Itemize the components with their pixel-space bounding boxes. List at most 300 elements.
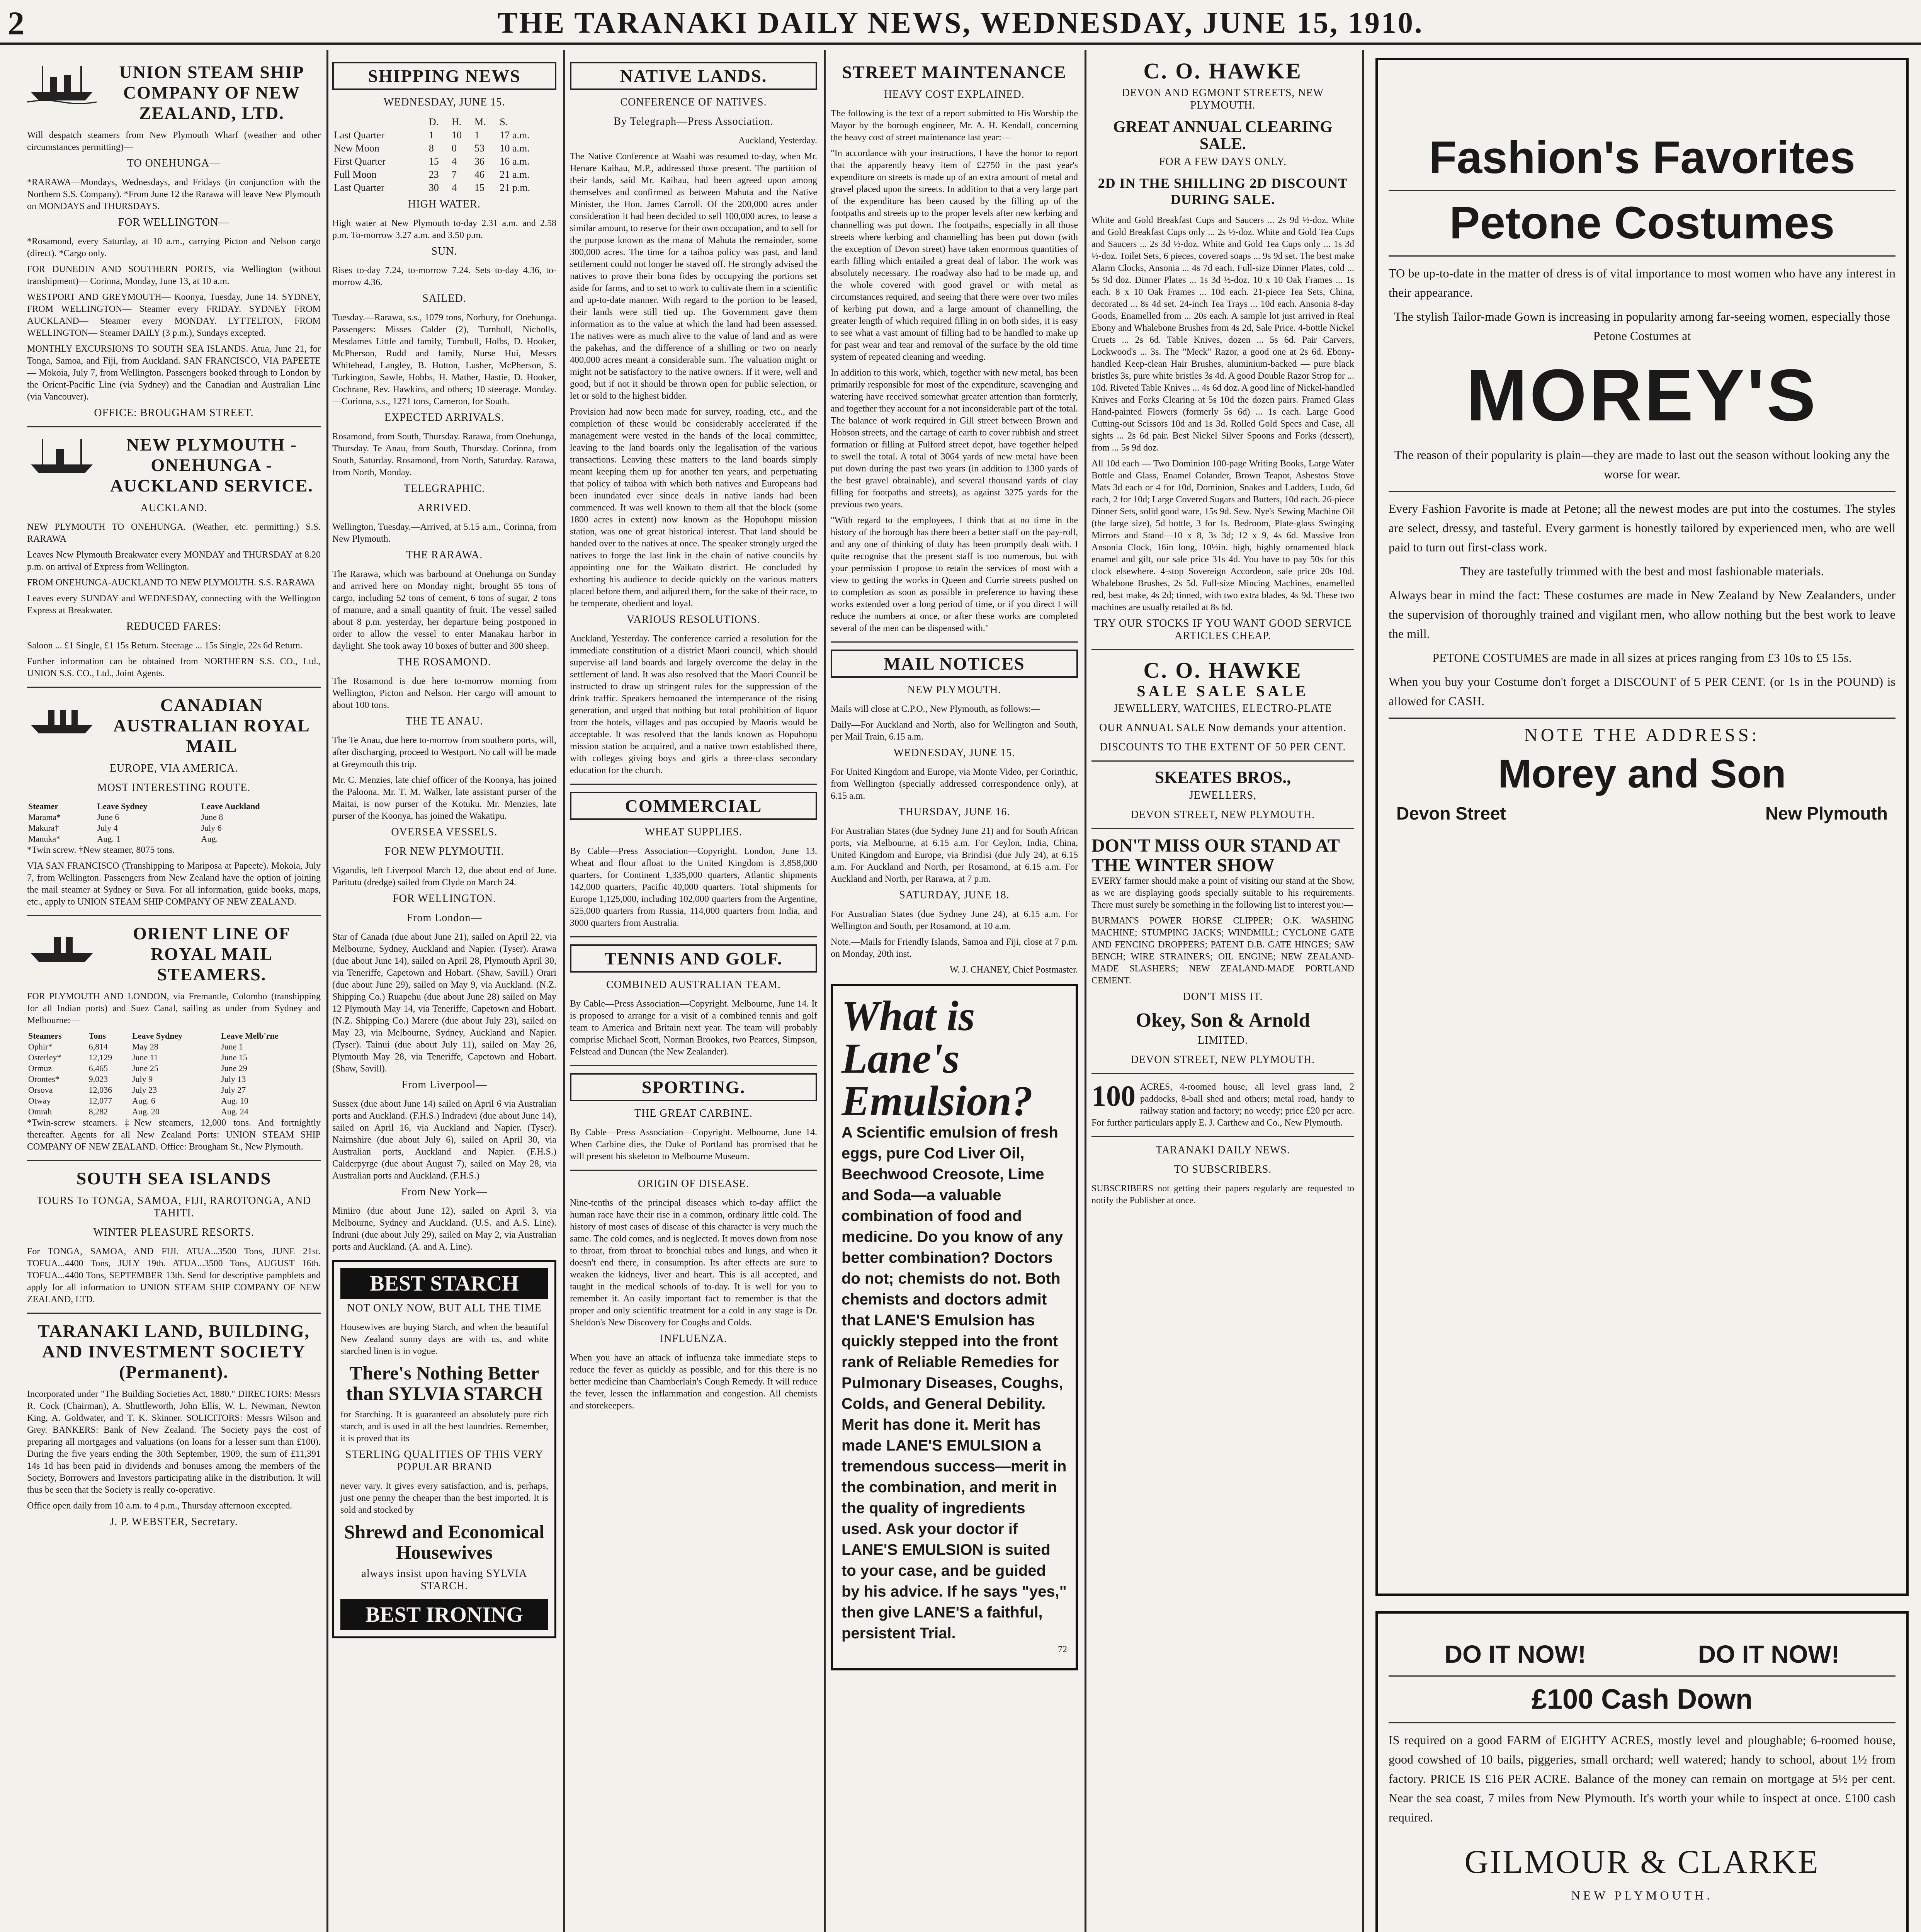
moon-cell: 15 [474,182,484,193]
influenza-text: When you have an attack of influenza take immediate steps to reduce the fever as quickly as possible, and for this there is no better medicine than Chamberlain's Cough Remedy. It will reduce the fever, lessen the inflammation and congestion. All chemists and storekeepers. [570,1353,817,1411]
taranaki-land-text: Incorporated under "The Building Societies Act, 1880." DIRECTORS: Messrs R. Cock (Chairman), A. Shuttleworth, John Ellis, W. L. Newman, Newton King, A. Goldwater, and T. K. Skinner. SOLICITORS: Messrs Wilson and Grey. BANKERS: Bank of New Zealand. The Society pays the cost of preparing all mortgages and valuations (on loans for a lesser sum than £100). During the five years ending the 30th September, 1909, the sum of £11,391 14s 1d has been paid in dividends and bonuses among the members of the Society, Borrowers and Investors participating alike in the distribution. It will thus be seen that the Society is really co-operative. [27,1389,321,1495]
page-number: 2 [8,5,24,42]
native-sub: CONFERENCE OF NATIVES. [620,96,767,108]
union-steamship-ad [27,62,321,419]
steamship-icon [27,923,97,966]
starch-line6: always insist upon having SYLVIA STARCH. [361,1568,527,1592]
hawke-discount: 2D IN THE SHILLING 2D DISCOUNT DURING SALE. [1098,175,1348,207]
hawke-address: DEVON AND EGMONT STREETS, NEW PLYMOUTH. [1122,87,1324,111]
skeates-address: DEVON STREET, NEW PLYMOUTH. [1130,809,1315,821]
orient-line-ad [27,923,321,1153]
starch-ad [332,1260,556,1638]
hawke2-discounts: DISCOUNTS TO THE EXTENT OF 50 PER CENT. [1100,741,1346,753]
fashion-p4: Every Fashion Favorite is made at Petone; all the newest modes are put into the costumes. The styles are select, dressy, and tasteful. Every garment is honestly tailored by experienced men, who are well paid to turn out first-class work. [1389,501,1896,554]
for-np-text: Vigandis, left Liverpool March 12, due about end of June. Paritutu (dredge) sailed from Clyde on March 24. [332,866,556,888]
canadian-cell: Aug. [201,834,218,844]
morey-son: Morey and Son [1498,751,1786,796]
orient-row [27,1106,321,1117]
moon-cell: 7 [451,169,457,180]
street-heading: STREET MAINTENANCE [842,62,1067,82]
native-byline: By Telegraph—Press Association. [614,116,774,128]
canadian-column-header: Steamer [28,801,59,811]
divider [570,1170,817,1171]
moon-row [332,155,556,168]
oversea-head: OVERSEA VESSELS. [391,826,498,838]
telegraphic-head: TELEGRAPHIC. [403,483,485,495]
street-sub: HEAVY COST EXPLAINED. [884,88,1025,100]
column-rule [326,50,328,1932]
orient-cell: 12,077 [88,1096,112,1105]
rarawa: The Rarawa, which was barbound at Onehunga on Sunday and arrived here on Monday night, brought 55 tons of cargo, including 52 tons of cement, 6 tons of sugar, 2 tons of manure, and a small quantity of fruit. The vessel sailed about 8 p.m. yesterday, her departure being postponed in order to allow the vessel to enter Manakau harbor in daylight. She took away 10 boxes of butter and 300 sheep. [332,569,556,651]
canadian-cell: June 8 [201,812,223,822]
orient-cell: 6,465 [88,1063,108,1073]
steamship-icon [27,434,97,477]
service-line3: FROM ONEHUNGA-AUCKLAND TO NEW PLYMOUTH. S.S. RARAWA [27,578,315,588]
moon-cell: 1 [428,129,434,141]
orient-cell: Orsova [28,1085,53,1095]
south-sea-heading: SOUTH SEA ISLANDS [76,1168,272,1188]
moon-column-header: S. [500,116,508,128]
morey-address [1389,803,1896,824]
monthly-text: MONTHLY EXCURSIONS TO SOUTH SEA ISLANDS. Atua, June 21, for Tonga, Samoa, and Fiji, from Auckland. SAN FRANCISCO, VIA PAPEETE— Mokoia, July 7, from Wellington. Passengers booked through to London by the Orient-Pacific Line (via Sydney) and the Canadian and Australian Line (via Vancouver). [27,344,321,402]
starch-line1: NOT ONLY NOW, BUT ALL THE TIME [347,1302,542,1314]
canadian-cell: Aug. 1 [97,834,121,844]
mail-sign: W. J. CHANEY, Chief Postmaster. [949,965,1078,975]
steamship-icon [27,695,97,737]
starch-line4: STERLING QUALITIES OF THIS VERY POPULAR BRAND [345,1449,544,1473]
hawke2-annual: OUR ANNUAL SALE Now demands your attention. [1099,722,1346,734]
for-wellington: FOR WELLINGTON. [393,893,496,905]
subscribers-sub: TO SUBSCRIBERS. [1174,1163,1272,1175]
column-native-lands [570,58,817,1932]
hawke-items: White and Gold Breakfast Cups and Saucers ... 2s 9d ½-doz. White and Gold Breakfast Cups only ... 2s ½-doz. White and Gold Tea Cups and Saucers ... 2s 3d ½-doz. White and Gold Tea Cups only ... 1s 3d ½-doz. Toilet Sets, 6 pieces, covered soaps ... 9s 9d set. The best make Alarm Clocks, Ansonia ... 4s 7d each. Full-size Dinner Plates, cold ... 5s 9d doz. Dinner Plates ... 1s 3d ½-doz. 10 x 10 Oak Frames ... 1s each. 8 x 10 Oak Frames ... 10d each. 21-piece Tea Sets, China, decorated ... 8s 4d set. 24-inch Tea Trays ... 10d each. Ansonia 8-day Goods, Enamelled from ... 20s each. A sample lot just arrived in Real Ebony and Whalebone Brushes from 4s 2d, Sale Price. 4-bottle Nickel Cruets ... 2s 6d. Table Knives, dozen ... 5s 6d. Pair Carvers, Lockwood's ... 3s. The "Meck" Razor, a good one at 2s 6d. Ebony-handled Keep-clean Hair Brushes, aluminium-backed — pure black bristles 3s, pure white bristles 3s 4d. A good Double Razor Strop for ... 10d. Riveted Table Knives ... 4s 6d doz. A good line of Nickel-handled Knives and Forks Clearing at 5s 10d the dozen pairs. Framed Glass Hand-painted Flowers (formerly 5s 6d) ... 1s each. Large Good Cutting-out Scissors 10d and 1s 3d. Rolled Gold Specs and Case, all sights ... 2s 6d pair. Best Nickel Silver Spoons and Forks (dessert), from ... 5s 9d doz. [1091,215,1354,453]
disease-text: Nine-tenths of the principal diseases which to-day afflict the human race have their rise in a common, ordinary little cold. The history of most cases of disease of this character is very much the same. The cold comes, and is neglected. It moves down from nose to throat, from throat to bronchial tubes and lungs, and when it doesn't end there, in consumption. Its after effects are sure to weaken the kidneys, liver and heart. This is all accepted, and taught in the medical schools of to-day. It is well for you to remember it. An easily important fact to remember is that the proper and only scientific treatment for a cold in any stage is Dr. Sheldon's New Discovery for Coughs and Colds. [570,1198,817,1328]
mail-p4: For Australian States (due Sydney June 24), at 6.15 a.m. For Wellington and South, per Rosamond, at 10 a.m. [831,909,1078,931]
street-p1: The following is the text of a report submitted to His Worship the Mayor by the borough engineer, Mr. A. H. Kendall, concerning the heavy cost of street maintenance last year:— [831,109,1078,143]
canadian-mail-ad [27,695,321,908]
orient-note: *Twin-screw steamers. ‡New steamers, 12,000 tons. And fortnightly thereafter. Agents for all New Zealand Ports: UNION STEAM SHIP COMPANY OF NEW ZEALAND. Office: Brougham St., New Plymouth. [27,1118,321,1152]
canadian-cell: Makura† [28,823,59,833]
orient-cell: Aug. 10 [221,1096,248,1105]
orient-cell: July 27 [221,1085,246,1095]
orient-column-header: Leave Sydney [132,1031,183,1041]
moon-row [332,181,556,194]
divider [831,641,1078,643]
canadian-header-row [27,801,321,812]
moon-cell: 17 a.m. [500,129,530,141]
mail-d3: SATURDAY, JUNE 18. [899,889,1010,901]
moon-cell: 1 [474,129,479,141]
canadian-column-header: Leave Auckland [201,801,260,811]
canadian-row [27,812,321,823]
mail-intro: Mails will close at C.P.O., New Plymouth, as follows:— [831,704,1040,714]
from-liverpool: From Liverpool— [401,1079,487,1091]
moon-cell: 53 [474,143,484,154]
native-dateline: Auckland, Yesterday. [738,136,817,146]
masthead [0,0,1921,45]
orient-heading: ORIENT LINE OF ROYAL MAIL STEAMERS. [133,923,291,984]
orient-cell: 9,023 [88,1074,108,1084]
canadian-row [27,833,321,844]
hundred-acres-ad [1091,1081,1354,1129]
service-line1: NEW PLYMOUTH TO ONEHUNGA. (Weather, etc. permitting.) S.S. RARAWA [27,522,321,544]
moon-cell: 4 [451,182,457,193]
moon-header-row [332,116,556,129]
divider [1091,649,1354,650]
wellington-text: *Rosamond, every Saturday, at 10 a.m., carrying Picton and Nelson cargo (direct). *Cargo only. [27,236,321,259]
orient-cell: June 29 [221,1063,247,1073]
fashion-title: Fashion's Favorites [1429,132,1855,183]
canadian-column-header: Leave Sydney [97,801,148,811]
teanau-head: THE TE ANAU. [405,715,483,727]
canadian-row [27,823,321,833]
show-text: EVERY farmer should make a point of visiting our stand at the Show, as we are displaying goods specially suitable to his requirements. There must surely be something in the following list to interest you:— [1091,876,1354,910]
moon-cell: 36 [474,156,484,167]
liverpool-text: Sussex (due about June 14) sailed on April 6 via Australian ports and Auckland. (F.H.S.) Indradevi (due about June 14), sailed on April 16, via Auckland and Napier. (Tyser). Nairnshire (due about July 6), sailed on April 30, via Australian ports, Auckland and Napier. (F.H.S.) Calderpyrge (due about August 7), sailed on May 28, via Australian ports and Auckland. (F.H.S.) [332,1099,556,1181]
moon-cell: 23 [428,169,439,180]
orient-cell: July 9 [132,1074,153,1084]
moon-cell: 30 [428,182,439,193]
orient-cell: June 1 [221,1042,243,1051]
orient-row [27,1063,321,1074]
canadian-note: *Twin screw. †New steamer, 8075 tons. [27,845,175,855]
moon-cell: 15 [428,156,439,167]
westport-text: WESTPORT AND GREYMOUTH— Koonya, Tuesday, June 14. SYDNEY, FROM WELLINGTON— Steamer every FRIDAY. SYDNEY FROM AUCKLAND— Steamer every MONDAY. LYTTELTON, FROM WELLINGTON— Steamer DAILY (3 p.m.), Sundays excepted. [27,292,321,338]
divider [1091,828,1354,829]
orient-header-row [27,1031,321,1041]
mail-p2: For United Kingdom and Europe, via Monte Video, per Corinthic, from Wellington (specially addressed correspondence only), at 6.15 a.m. [831,767,1078,801]
native-p2: Provision had now been made for survey, roading, etc., and the completion of these would be considerably accelerated if the management were vested in the hands of the local committee, leaving to the land boards only the legalisation of the various transactions. Leaving these matters to the land boards simply meant keeping them up for another ten years, and perpetuating that policy of taihoa with which both natives and Europeans had been inundated ever since deals in native lands had been commenced. It was well known to them all that the block (some 1800 acres in extent) now known as the Hopuhopu mission station, was one of great historical interest. That land should be handed over to the natives at once. The speaker strongly urged the natives to forge the last link in the chain of native councils by appointing one for the Waikato district. He concluded by exhorting his audience to decide quickly on the various matters placed before them, and adjured them, for the sake of their race, to be temperate, obedient and loyal. [570,407,817,609]
hawke-more: All 10d each — Two Dominion 100-page Writing Books, Large Water Bottle and Glass, Enamel Colander, Brown Teapot, Asbestos Stove Mats 3d each or 4 for 10d, Dominion, Snakes and Ladders, Ludo, 6d each, 2 for 10d; Large Covered Sugars and Butters, 10d each. 26-piece Dinner Sets, solid good ware, 15s 9d. Sew. Nye's Sewing Machine Oil (the large size), 5d bottle, 3 for 1s. Bedroom, Plate-glass Swinging Mirrors and Stand—10 x 8, 3s 3d; 12 x 9, 4s 6d. Massive Iron Ansonia Clock, 16in long, 10½in. high, highly ornamented black enamel and gilt, our sale price 31s 4d. You have to pay 50s for this clock elsewhere. 4-stop Sovereign Accordeon, sale price 20s 10d. Whalebone Brushes, 2s 5d. Full-size Mincing Machines, enamelled red, best make, 4s 2d; tinned, with two extra blades, 4s 9d. These two machines are usually retailed at 8s 6d. [1091,459,1354,613]
do-it-now-ad [1375,1611,1909,1932]
starch-slogan1: There's Nothing Better than SYLVIA STARCH [346,1362,543,1404]
south-sea-ad [27,1168,321,1306]
moon-cell: Last Quarter [334,182,384,193]
moon-cell: First Quarter [334,156,386,167]
skeates-trade: JEWELLERS, [1189,789,1257,802]
orient-intro: FOR PLYMOUTH AND LONDON, via Fremantle, Colombo (transhipping for all Indian ports) and Suez Canal, sailing as under from Sydney and Melbourne:— [27,992,321,1026]
commercial-text: By Cable—Press Association—Copyright. London, June 13. Wheat and flour afloat to the United Kingdom is 3,858,000 quarters, for Continent 1,335,000 quarters, Atlantic shipments 142,000 quarters, Pacific 40,000 quarters. Total shipments for Europe 1,125,000, including 102,000 quarters from the Argentine, 525,000 quarters from Russia, 114,000 quarters from India, and 3000 quarters from Australia. [570,846,817,928]
rosamond-head: THE ROSAMOND. [398,656,491,668]
orient-cell: Ormuz [28,1063,52,1073]
moon-cell: New Moon [334,143,379,154]
sporting-sub: THE GREAT CARBINE. [634,1107,753,1119]
orient-cell: 12,036 [88,1085,112,1095]
fashion-p3: The reason of their popularity is plain—they are made to last out the season without looking any the worse for wear. [1394,447,1890,481]
hawke2-name: C. O. HAWKE [1143,658,1302,683]
fashion-p2: The stylish Tailor-made Gown is increasing in popularity among far-seeing women, especially those Petone Costumes at [1394,309,1890,343]
canadian-cell: Marama* [28,812,61,822]
influenza-head: INFLUENZA. [660,1333,728,1345]
sailed: Tuesday.—Rarawa, s.s., 1079 tons, Norbury, for Onehunga. Passengers: Misses Calder (2), Turnbull, Nicholls, Mesdames Little and family, Turnbull, Holbs, D. Hooker, McPherson, Rudd and family, Nurse Hui, Messrs Whitehead, Langley, B. Hutton, Lusher, McPherson, S. Turkington, Sawle, Hobbs, H. Mather, Hastie, D. Hooker, Cochrane, Rev. Hawkins, and others; 10 steerage. Monday.—Corinna, s.s., 1271 tons, Cameron, for South. [332,313,556,406]
starch-line2: Housewives are buying Starch, and when the beautiful New Zealand sunny days are with us, and white starched linen is in vogue. [340,1322,548,1356]
orient-cell: 6,814 [88,1042,108,1051]
rarawa-head: THE RARAWA. [406,549,483,561]
moon-cell: 0 [451,143,457,154]
mail-p1: Daily—For Auckland and North, also for Wellington and South, per Mail Train, 6.15 a.m. [831,720,1078,742]
taranaki-land-office: Office open daily from 10 a.m. to 4 p.m., Thursday afternoon excepted. [27,1501,292,1511]
cash-down: £100 Cash Down [1531,1684,1753,1715]
petone-title: Petone Costumes [1449,197,1835,248]
morey-street: Devon Street [1396,803,1506,823]
sporting-heading: SPORTING. [570,1073,817,1101]
moon-row [332,129,556,142]
hawke2-sale: SALE SALE SALE [1137,682,1309,700]
union-intro: Will despatch steamers from New Plymouth Wharf (weather and other circumstances permitting)— [27,130,321,152]
moon-cell: Full Moon [334,169,377,180]
mail-p3: For Australian States (due Sydney June 21) and for South African ports, via Melbourne, at 6.15 a.m. For Ceylon, India, China, United Kingdom and Europe, via Brindisi (due July 24), at 6.15 a.m. For Auckland and North, per Rosamond, at 6.15 a.m. For Auckland and North, per Rarawa, at 7 p.m. [831,826,1078,884]
orient-cell: July 13 [221,1074,246,1084]
commercial-heading: COMMERCIAL [570,792,817,820]
tennis-sub: COMBINED AUSTRALIAN TEAM. [606,979,781,991]
mail-heading: MAIL NOTICES [831,650,1078,678]
fashion-p1: TO be up-to-date in the matter of dress is of vital importance to most women who have any interest in their appearance. [1389,266,1896,299]
gilmour-clarke: GILMOUR & CLARKE [1464,1843,1820,1880]
divider [1389,255,1896,257]
orient-cell: 12,129 [88,1053,112,1062]
for-np: FOR NEW PLYMOUTH. [384,845,504,857]
do-it-now-row [1389,1640,1896,1668]
divider [570,936,817,937]
arrived-head: ARRIVED. [417,502,471,514]
canadian-schedule-table [27,801,321,844]
union-heading: UNION STEAM SHIP COMPANY OF NEW ZEALAND, LTD. [119,62,304,123]
fashion-ad [1375,58,1909,1596]
orient-cell: Ophir* [28,1042,53,1051]
teanau: The Te Anau, due here to-morrow from southern ports, will, after discharging, proceed to Westport. No call will be made at Greymouth this trip. [332,735,556,769]
hundred-num: 100 [1091,1080,1136,1112]
lane-number: 72 [1058,1645,1067,1655]
onehunga-service-heading: NEW PLYMOUTH - ONEHUNGA - AUCKLAND SERVICE. [110,435,313,495]
hawke-name: C. O. HAWKE [1143,58,1302,83]
column-street-maintenance [831,58,1078,1932]
moon-cell: 10 a.m. [500,143,530,154]
orient-cell: Orontes* [28,1074,60,1084]
from-london: From London— [406,912,482,924]
moon-cell: 21 a.m. [500,169,530,180]
divider [1389,718,1896,719]
orient-cell: Aug. 24 [221,1107,248,1116]
moon-cell: 10 [451,129,462,141]
orient-row [27,1052,321,1063]
column-rule [824,50,826,1932]
moon-phase-table [332,116,556,194]
divider [570,784,817,785]
hawke-sale: GREAT ANNUAL CLEARING SALE. [1113,118,1333,153]
orient-cell: Otway [28,1096,51,1105]
sun-head: SUN. [431,245,457,257]
taranaki-land-ad [27,1321,321,1528]
sporting-text: By Cable—Press Association—Copyright. Melbourne, June 14. When Carbine dies, the Duke of Portland has promised that he will present his skeleton to Melbourne Museum. [570,1128,817,1162]
starch-line3: for Starching. It is guaranteed an absolutely pure rich starch, and is used in all the best laundries. Remember, it is proved that its [340,1410,548,1444]
canadian-cell: July 6 [201,823,222,833]
orient-cell: Osterley* [28,1053,61,1062]
rosamond: The Rosamond is due here to-morrow morning from Wellington, Picton and Nelson. Her cargo will amount to about 100 tons. [332,676,556,710]
show-addr: DEVON STREET, NEW PLYMOUTH. [1130,1053,1315,1066]
moon-column-header: M. [474,116,486,128]
orient-row [27,1085,321,1095]
divider [1389,1722,1896,1723]
mail-sub: NEW PLYMOUTH. [907,684,1001,696]
divider [27,915,321,916]
divider [1091,1073,1354,1074]
tennis-text: By Cable—Press Association—Copyright. Melbourne, June 14. It is proposed to arrange for a visit of a combined tennis and golf team to America and Britain next year. The team will probably comprise Michael Scott, Norman Brookes, two Pearces, Simpson, Felstead and Duncan (the New Zealander). [570,999,817,1057]
show-heading: DON'T MISS OUR STAND AT THE WINTER SHOW [1091,835,1340,876]
canadian-heading: CANADIAN AUSTRALIAN ROYAL MAIL [113,695,310,756]
orient-cell: May 28 [132,1042,158,1051]
orient-cell: July 23 [132,1085,157,1095]
orient-row [27,1074,321,1085]
high-water-head: HIGH WATER. [408,198,481,210]
tennis-heading: TENNIS AND GOLF. [570,944,817,973]
high-water: High water at New Plymouth to-day 2.31 a.m. and 2.58 p.m. To-morrow 3.27 a.m. and 3.50 p.m. [332,218,556,240]
moon-column-header [332,116,427,129]
native-p1: The Native Conference at Waahi was resumed to-day, when Mr. Henare Kaihau, M.P., addressed those present. The partition of their lands, said Mr. Kaihau, had been agreed upon among themselves and confirmed as between Mahuta and the Native Minister, the Hon. James Carroll. Of the 200,000 acres under consideration it had been decided to sell 100,000 acres, to lease a similar amount, to reserve for their own occupation, and to sell for the purpose known as the mana of Mahuta the remainder, some 300,000 acres. The time for a taihoa policy was past, and land settlement could not longer be staved off. He strongly advised the natives to prove their bona fides by occupying the portions set aside for farms, and to set to work to cultivate them in a scientific and up-to-date manner. With regard to the portion to be leased, their lands were still tied up. The Government gave them information as to the value at which the land had been assessed. The natives were as much alive to the value of land and as were the pakehas, and the difference of a shilling or two on nearly 400,000 acres meant a considerable sum. The valuation might or might not be satisfactory to the native owners. If it were, well and good, but if not it should be thrown open for public selection, or let or sold to the highest bidder. [570,151,817,401]
do-it-text: IS required on a good FARM of EIGHTY ACRES, mostly level and ploughable; 6-roomed house, good cowshed of 10 bails, piggeries, small orchard; well watered; handy to school, about 1½ from factory. PRICE IS £16 PER ACRE. Balance of the money can remain on mortgage at 5½ per cent. Near the sea coast, 7 miles from New Plymouth. It's worth your while to inspect at once. £100 cash required. [1389,1733,1896,1824]
south-sea-winter: WINTER PLEASURE RESORTS. [93,1226,255,1238]
street-p2: "In accordance with your instructions, I have the honor to report that the apparently heavy item of £2750 in the past year's expenditure on streets is made up of an extra amount of metal and gravel placed upon the streets. In addition to that a very large part of the expenditure has been caused by the filling up of the footpaths and streets up to the proper levels after new kerbing and channelling was put down. The footpaths, especially in all those streets where kerbing and channelling has been put down (with the exception of Devon street) have taken enormous quantities of earth filling which entailed a great deal of labor. The work was absolutely necessary. The roadway also had to be made up, and the whole covered with good gravel or with metal as circumstances required, and seeing that there were over two miles of kerbing put down, and a large amount of channelling, the greater length of which required filling in on both sides, it is easy to see what a vast amount of filling had to be handled to make up for past wear and tear and removal of the surface by the old time system of repeated cleaning and weeding. [831,148,1078,362]
orient-cell: Aug. 20 [132,1107,160,1116]
taranaki-land-heading: TARANAKI LAND, BUILDING, AND INVESTMENT SOCIETY (Permanent). [38,1321,310,1382]
orient-row [27,1095,321,1106]
steamship-icon [27,62,97,104]
show-items: BURMAN'S POWER HORSE CLIPPER; O.K. WASHING MACHINE; STUMPING JACKS; WINDMILL; CYCLONE GATE AND FENCING DROPPERS; PATENT D.B. GATE HINGES; SAW BENCH; WIRE STRAINERS; OIL ENGINE; NEW ZEALAND-MADE SLASHERS; NEW ZEALAND-MADE PORTLAND CEMENT. [1091,916,1354,986]
expected-head: EXPECTED ARRIVALS. [384,412,504,423]
onehunga-head: TO ONEHUNGA— [127,157,221,169]
orient-cell: June 15 [221,1053,247,1062]
hawke-try: TRY OUR STOCKS IF YOU WANT GOOD SERVICE ARTICLES CHEAP. [1094,617,1352,642]
sun-times: Rises to-day 7.24, to-morrow 7.24. Sets to-day 4.36, to-morrow 4.36. [332,265,556,287]
starch-slogan2: Shrewd and Economical Housewives [344,1521,545,1563]
morey-town: New Plymouth [1765,803,1888,823]
native-heading: NATIVE LANDS. [570,62,817,90]
resolutions-head: VARIOUS RESOLUTIONS. [626,614,761,626]
skeates-name: SKEATES BROS., [1154,768,1291,787]
orient-cell: 8,282 [88,1107,108,1116]
south-sea-text: For TONGA, SAMOA, AND FIJI. ATUA...3500 Tons, JUNE 21st. TOFUA...4400 Tons, JULY 19th. ATUA...3500 Tons, AUGUST 16th. TOFUA...4400 Tons, SEPTEMBER 13th. Send for descriptive pamphlets and apply for all information to UNION STEAM SHIP COMPANY OF NEW ZEALAND, LTD. [27,1247,321,1304]
column-rule [563,50,565,1932]
south-sea-tours: TOURS To TONGA, SAMOA, FIJI, RAROTONGA, AND TAHITI. [36,1195,311,1219]
street-p4: "With regard to the employees, I think that at no time in the history of the borough has there been a better staff on the pay-roll, and any one of thinking of duty has been promptly dealt with. I quite recognise that the present staff is too numerous, but with your permission I propose to retain the services of most with a view to getting the works in Queen and Currie streets pushed on to completion as soon as possible in preference to having these works extended over a long period of time, or if you direct I will reduce the numbers at once, or after these works are completed several of the men can be dispensed with." [831,515,1078,633]
commercial-sub: WHEAT SUPPLIES. [644,826,743,838]
canadian-tag: MOST INTERESTING ROUTE. [97,782,251,794]
dunedin-text: FOR DUNEDIN AND SOUTHERN PORTS, via Wellington (without transhipment)— Corinna, Monday, June 13, at 10 a.m. [27,264,321,286]
canadian-route: EUROPE, VIA AMERICA. [109,762,238,774]
show-limited: LIMITED. [1197,1034,1248,1046]
street-p3: In addition to this work, which, together with new metal, has been primarily responsible for most of the expenditure, scavenging and watering have received somewhat greater attention than formerly, and together they account for a not inconsiderable part of the total. The balance of work required in Gill street between Brown and Hobson streets, and the cartage of earth to cover rubbish and street formation or filling at Fulford street depot, have together helped to swell the total. A total of 3064 yards of new metal have been put down during the past two years (in addition to 1300 yards of the best gravel obtainable), and several thousand yards of clay filling for footpaths and streets), as against 3275 yards for the previous two years. [831,368,1078,510]
orient-column-header: Leave Melb'rne [221,1031,279,1041]
moon-cell: 4 [451,156,457,167]
from-ny: From New York— [401,1186,488,1198]
fashion-p6: Always bear in mind the fact: These costumes are made in New Zealand by New Zealanders, under the supervision of thoroughly trained and vigilant men, who allow nothing but the best work to leave the mill. [1389,588,1896,641]
column-shipping-news [332,58,556,1932]
column-hawke-ads [1091,58,1354,1932]
newspaper-title: THE TARANAKI DAILY NEWS, WEDNESDAY, JUNE 15, 1910. [497,6,1424,39]
divider [27,687,321,688]
divider [27,1313,321,1314]
hawke-days: FOR A FEW DAYS ONLY. [1159,156,1287,168]
divider [1091,1136,1354,1137]
orient-cell: Aug. 6 [132,1096,155,1105]
lane-body: A Scientific emulsion of fresh eggs, pure Cod Liver Oil, Beechwood Creosote, Lime and Soda—a valuable combination of food and medicine. Do you know of any better combination? Doctors do not; chemists do not. Both chemists and doctors admit that LANE'S Emulsion has quickly stepped into the front rank of Reliable Remedies for Pulmonary Diseases, Coughs, Colds, and General Debility. Merit has done it. Merit has made LANE'S EMULSION a tremendous success—merit in the combination, and merit in the quality of ingredients used. Ask your doctor if LANE'S EMULSION is suited to your case, and be guided by his advice. If he says "yes," then give LANE'S a faithful, persistent Trial. [842,1124,1067,1642]
fares-head: REDUCED FARES: [126,621,222,633]
expected: Rosamond, from South, Thursday. Rarawa, from Onehunga, Thursday. Te Anau, from South, Thursday. Corinna, from South, Saturday. Rosamond, from North, Saturday. Rarawa, from North, Monday. [332,432,556,478]
wellington-head: FOR WELLINGTON— [118,216,230,228]
service-info: Further information can be obtained from NORTHERN S.S. CO., Ltd., UNION S.S. CO., Ltd., Joint Agents. [27,656,321,679]
subscribers-text: SUBSCRIBERS not getting their papers regularly are requested to notify the Publisher at once. [1091,1183,1354,1206]
show-dont: DON'T MISS IT. [1183,991,1263,1003]
starch-foot: BEST IRONING [340,1599,548,1630]
onehunga-text: *RARAWA—Mondays, Wednesdays, and Fridays (in conjunction with the Northern S.S. Company). *From June 12 the Rarawa will leave New Plymouth on MONDAYS and THURSDAYS. [27,177,321,211]
hawke2-trade: JEWELLERY, WATCHES, ELECTRO-PLATE [1114,702,1332,715]
divider [1091,760,1354,762]
orient-column-header: Tons [88,1031,106,1041]
canadian-sf: VIA SAN FRANCISCO (Transhipping to Mariposa at Papeete). Mokoia, July 7, from Wellington. Passengers from New Zealand have the option of joining the mail steamer at Sydney or Suva. For all information, guide books, maps, etc., apply to UNION STEAM SHIP COMPANY OF NEW ZEALAND. [27,861,321,907]
divider [1389,190,1896,191]
starch-line5: never vary. It gives every satisfaction, and is, perhaps, just one penny the cheaper than the best imported. It is sold and stocked by [340,1481,548,1515]
orient-schedule-table [27,1031,321,1117]
divider [1389,1675,1896,1677]
fashion-p8: When you buy your Costume don't forget a DISCOUNT of 5 PER CENT. (or 1s in the POUND) is allowed for CASH. [1389,674,1896,708]
auckland-label: AUCKLAND. [140,502,207,514]
column-rule [1085,50,1086,1932]
fashion-p5: They are tastefully trimmed with the best and most fashionable materials. [1460,564,1824,578]
orient-row [27,1041,321,1052]
divider [1389,491,1896,492]
resolutions: Auckland, Yesterday. The conference carried a resolution for the immediate constitution of a district Maori council, which should supervise all land boards and largely overcome the delay in the settlement of land. It was also resolved that the Maori Council be instructed to draw up stringent rules for the suppression of the drink traffic. Speakers bemoaned the intemperance of the rising generation, and urged that nothing but total prohibition of liquor from the hotels, villages and pas occupied by Maoris would be acceptable. It was resolved that the lands known as Hopuhopu mission station be acquired, and a native town established there, with colleges giving boys and girls a three-class secondary education for the church. [570,634,817,776]
onehunga-service-ad [27,434,321,680]
divider [27,426,321,427]
orient-cell: Omrah [28,1107,52,1116]
lane-title: What is Lane's Emulsion? [842,992,1033,1124]
canadian-cell: Manuka* [28,834,61,844]
note-address: NOTE THE ADDRESS: [1524,724,1760,745]
column-rule [1362,50,1364,1932]
mail-d1: WEDNESDAY, JUNE 15. [893,747,1015,759]
shipping-date: WEDNESDAY, JUNE 15. [383,96,505,108]
orient-column-header: Steamers [28,1031,62,1041]
ny-text: Miniiro (due about June 12), sailed on April 3, via Melbourne, Sydney and Auckland. (U.S. and A.S. Line). Indrani (due about July 29), sailed on May 2, via Australian ports and Auckland. (A. and A. Line). [332,1206,556,1252]
moon-column-header: H. [451,116,462,128]
service-line4: Leaves every SUNDAY and WEDNESDAY, connecting with the Wellington Express at Breakwater. [27,594,321,616]
moreys-brand: MOREY'S [1466,354,1818,436]
moon-cell: 46 [474,169,484,180]
disease-heading: ORIGIN OF DISEASE. [638,1178,749,1190]
union-office: OFFICE: BROUGHAM STREET. [94,407,254,419]
sailed-head: SAILED. [422,293,466,304]
column-shipping-ads [27,58,321,1932]
do-it-now-a: DO IT NOW! [1444,1640,1586,1668]
do-it-now-b: DO IT NOW! [1698,1640,1840,1668]
orient-cell: June 11 [132,1053,158,1062]
gilmour-town: NEW PLYMOUTH. [1571,1888,1713,1902]
subscribers-heading: TARANAKI DAILY NEWS. [1156,1144,1290,1156]
moon-cell: 16 a.m. [500,156,530,167]
moon-row [332,168,556,181]
moon-column-header: D. [428,116,439,128]
moon-row [332,142,556,155]
divider [570,1065,817,1066]
moon-cell: 21 p.m. [500,182,530,193]
column-large-ads [1375,58,1909,1932]
canadian-cell: July 4 [97,823,118,833]
moon-cell: Last Quarter [334,129,384,141]
mail-note: Note.—Mails for Friendly Islands, Samoa and Fiji, close at 7 p.m. on Monday, 20th inst. [831,937,1078,959]
wellington-text: Star of Canada (due about June 21), sailed on April 22, via Melbourne, Sydney, Auckland and Napier. (Tyser). Arawa (due about June 14), sailed on April 28, Plymouth April 30, via Teneriffe, Capetown and Hobart. (Shaw, Savill.) Orari (due about June 29), sailed on May 9, via Auckland. (N.Z. Shipping Co.) Ruapehu (due about June 28) sailed on May 12 Plymouth May 14, via Teneriffe, Capetown and Hobart. (N.Z. Shipping Co.) Marere (due about July 23), sailed on May 23, via Melbourne, Sydney, Auckland and Napier. (Tyser). Tainui (due about July 11), sailed on May 26, Plymouth May 28, via Teneriffe, Capetown and Hobart. (Shaw, Savill). [332,932,556,1074]
shipping-heading: SHIPPING NEWS [332,62,556,90]
service-line2: Leaves New Plymouth Breakwater every MONDAY and THURSDAY at 8.20 p.m. on arrival of Express from Wellington. [27,550,321,572]
divider [27,1160,321,1161]
